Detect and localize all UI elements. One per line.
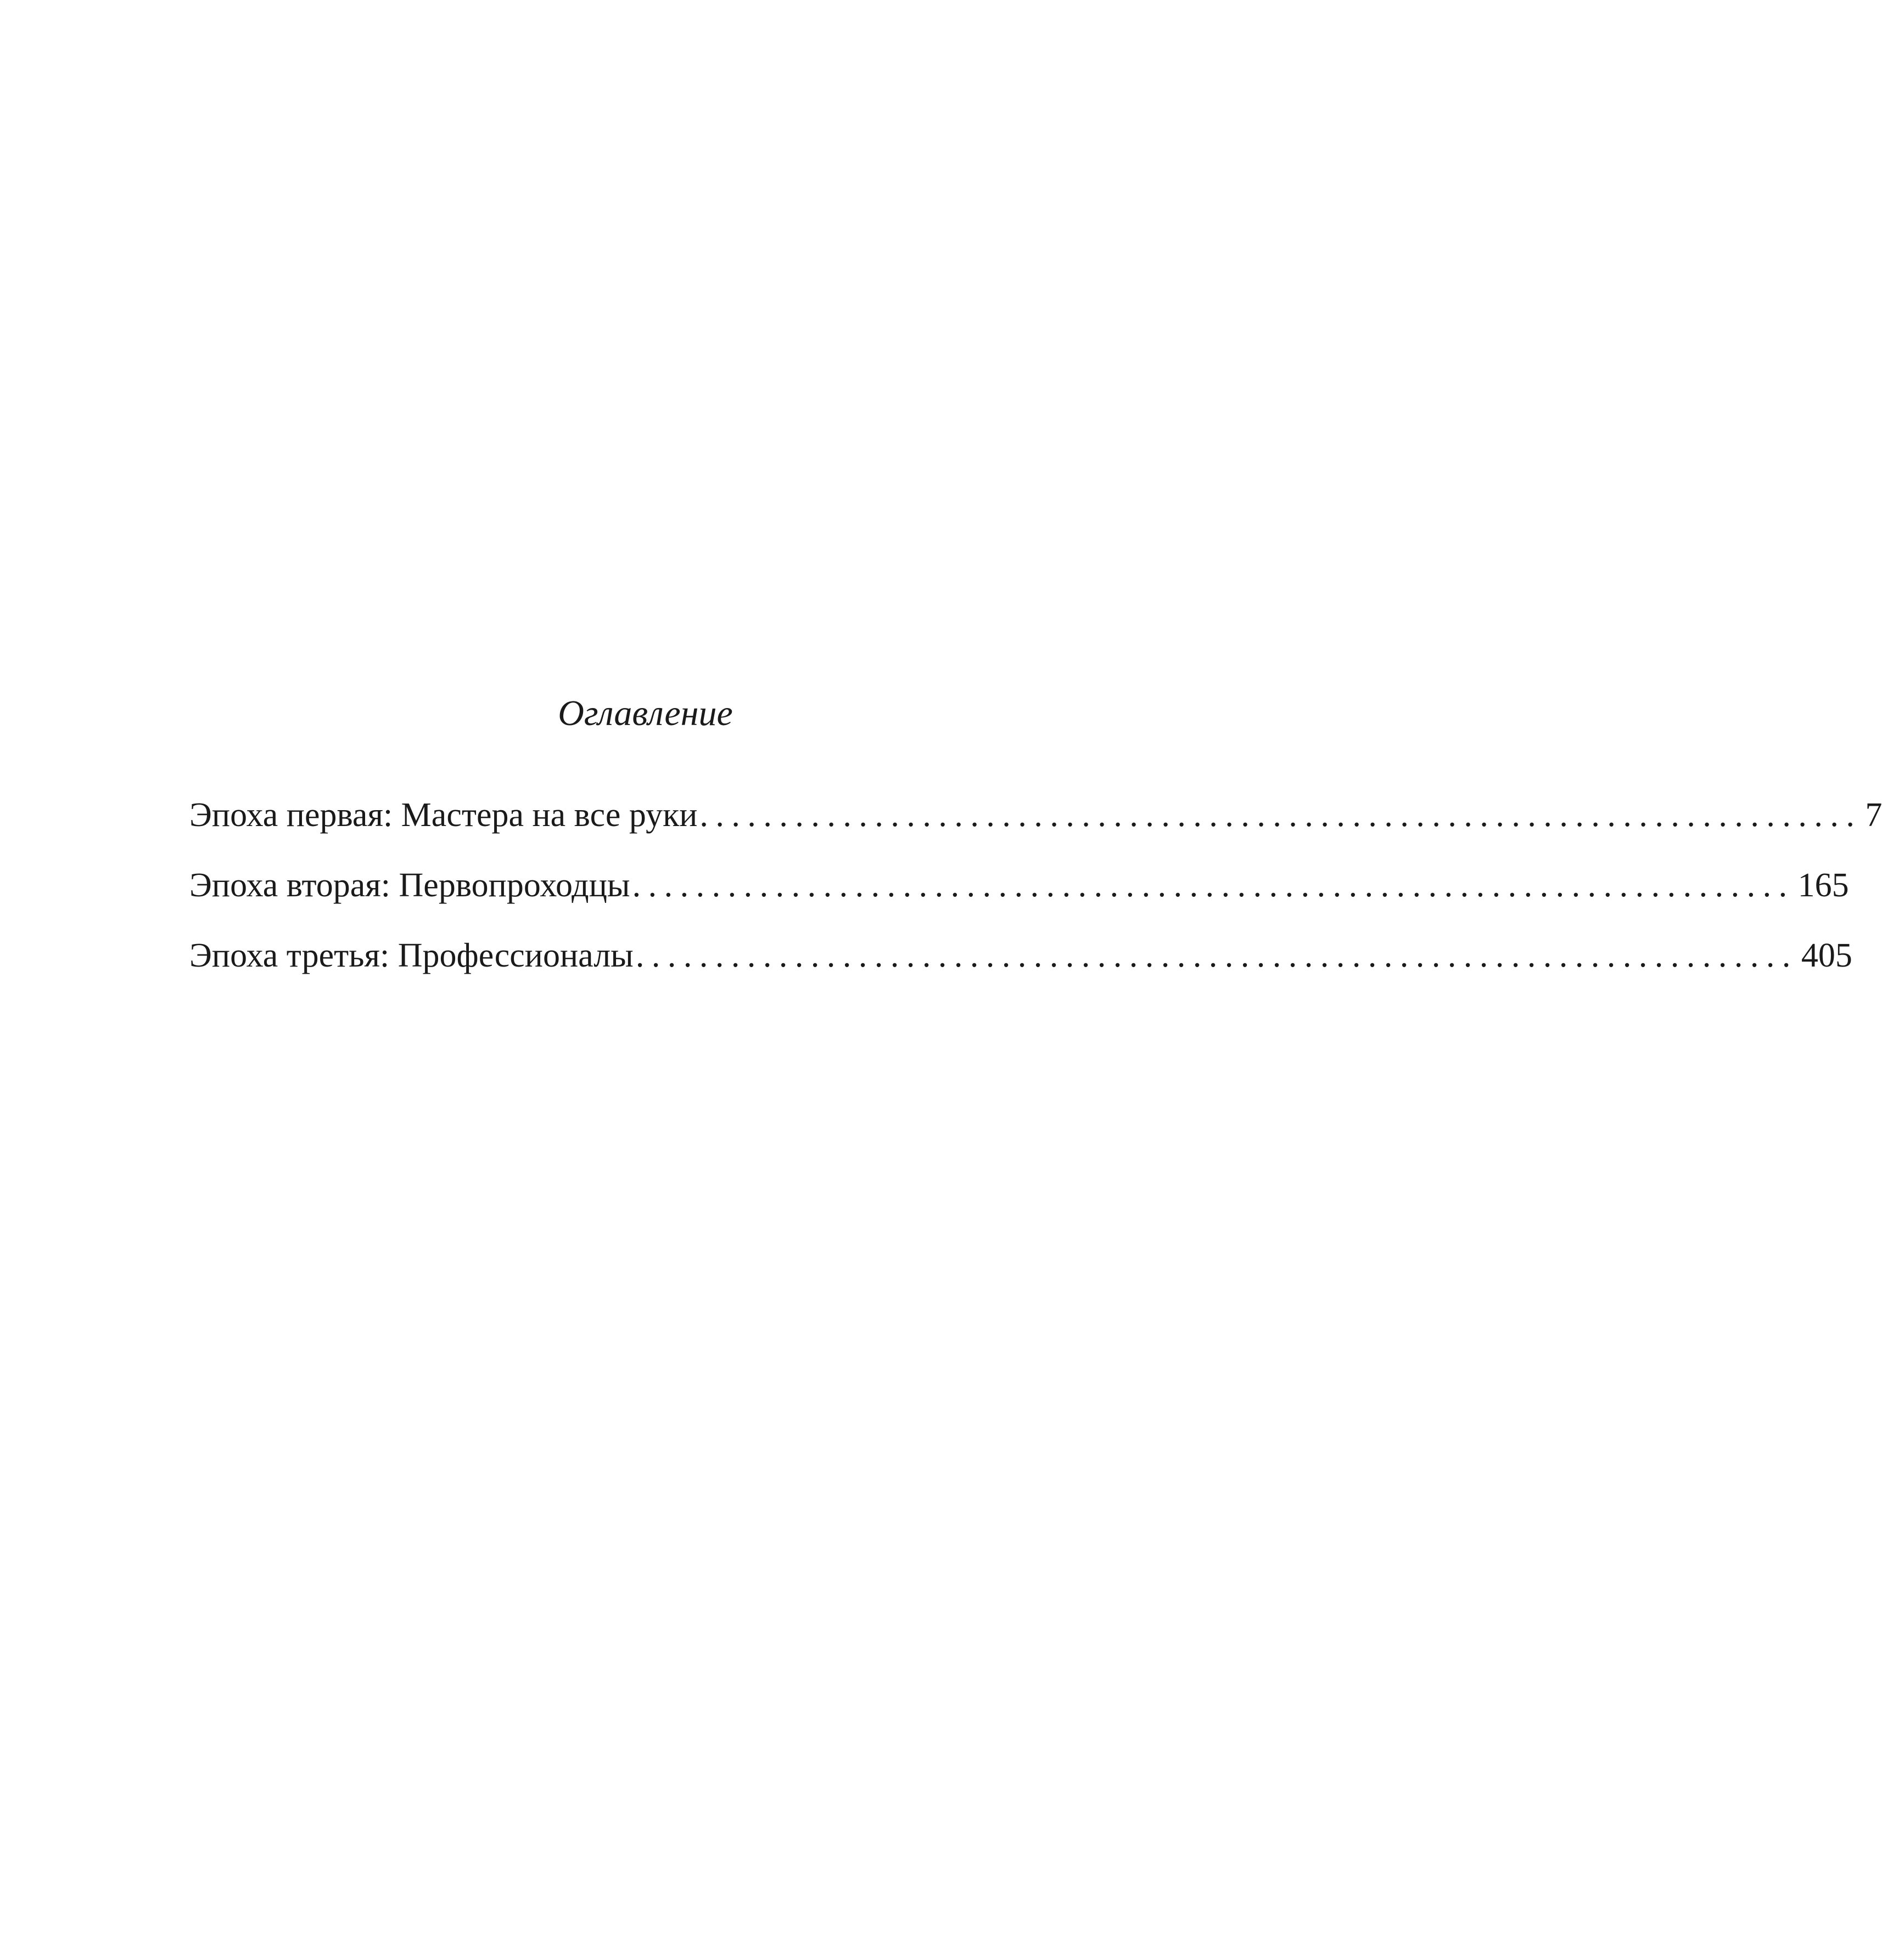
toc-entry-title: Эпоха третья: Профессионалы — [189, 937, 634, 974]
toc-entry — [189, 934, 1852, 1004]
toc-entry-page: 405 — [1801, 937, 1852, 974]
dot-leader: ......................................................................... — [632, 867, 1795, 904]
dot-leader: ......................................................................... — [699, 796, 1862, 834]
toc-entry-title: Эпоха первая: Мастера на все руки — [189, 796, 698, 834]
toc-entry-page: 165 — [1797, 867, 1849, 904]
dot-leader: ......................................................................... — [635, 937, 1798, 974]
toc-title: Оглавление — [558, 693, 733, 733]
toc-entry-title: Эпоха вторая: Первопроходцы — [189, 867, 630, 904]
toc-entry — [189, 863, 1849, 934]
toc-entry — [189, 793, 1882, 863]
toc-list — [189, 793, 1882, 1004]
toc-entry-page: 7 — [1865, 796, 1882, 834]
